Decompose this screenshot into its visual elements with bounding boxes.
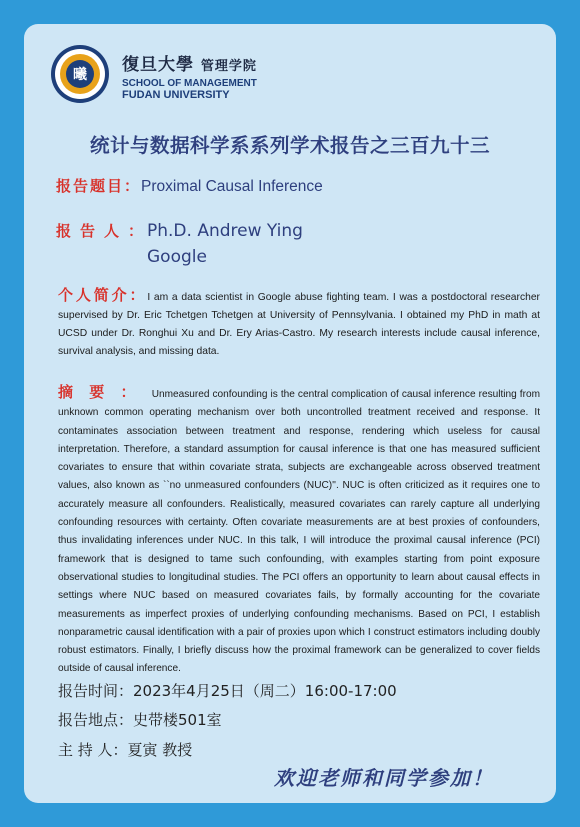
bio-label: 个人简介： — [58, 286, 148, 304]
speaker-label: 报告人： — [56, 222, 153, 240]
fudan-seal-icon — [50, 44, 110, 104]
svg-text:曦: 曦 — [73, 67, 87, 83]
welcome-message: 欢迎老师和同学参加！ — [274, 766, 494, 790]
school-name-cn: 復旦大學 管理学院 — [122, 55, 257, 75]
topic-label: 报告题目： — [56, 177, 142, 195]
topic-row — [56, 175, 323, 196]
university-name-en: FUDAN UNIVERSITY — [122, 89, 230, 101]
school-logo — [50, 44, 260, 104]
speaker-name: Ph.D. Andrew Ying — [147, 221, 303, 241]
school-name-en: SCHOOL OF MANAGEMENT — [122, 78, 257, 89]
speaker-affiliation: Google — [147, 247, 207, 267]
abstract-label: 摘要： — [58, 383, 152, 401]
abstract-text: Unmeasured confounding is the central complication of causal inference resulting from unknown common operating mechanism over both uncontrolled treatment received and response. It contaminates association between treatment and response, rendering which useless for causal interpretation. Therefore, a standard assumption for causal inference is that one has measured sufficient covariates to ensure that within covariate strata, subjects are exchangeable across observed treatment values, also known as ``no unmeasured confounders (NUC)''. NUC is often criticized as it requires one to accurately measure all confounders. Realistically, measured covariates can rarely capture all underlying confounding resources with certainty. Often covariate measurements are at best proxies of confounders, thus invalidating inferences under NUC. In this talk, I will introduce the proximal causal inference (PCI) framework that is designed to tame such confounding, with examples starting from point exposure observational studies to longitudinal studies. The PCI offers an opportunity to learn about causal effects in settings where NUC based on measured covariates fails, by formally accounting for the covariate measurements as imperfect proxies of underlying confounding mechanisms. Based on PCI, I establish nonparametric causal identification with a pair of proxies upon which I construct estimators including doubly robust estimators. Finally, I briefly discuss how the proximal framework can be generalized to cover fields outside of causal inference. — [58, 389, 540, 675]
logo-text-block — [122, 50, 257, 101]
page-title: 统计与数据科学系系列学术报告之三百九十三 — [89, 134, 490, 157]
location-line: 报告地点：史带楼501室 — [58, 711, 222, 729]
poster-panel — [24, 24, 556, 803]
abstract-section — [58, 383, 540, 679]
host-line: 主 持 人：夏寅 教授 — [58, 741, 193, 759]
topic-value: Proximal Causal Inference — [141, 178, 323, 195]
speaker-block — [147, 218, 303, 270]
time-line: 报告时间：2023年4月25日（周二）16:00-17:00 — [58, 682, 397, 700]
bio-section — [58, 286, 540, 361]
bio-text: I am a data scientist in Google abuse fighting team. I was a postdoctoral researcher supervised by Dr. Eric Tchetgen Tchetgen at University of Pennsylvania. I obtained my PhD in math at UCSD under Dr. Ronghui Xu and Dr. Ery Arias-Castro. My research interests include causal inference, survival analysis, and missing data. — [58, 292, 540, 357]
